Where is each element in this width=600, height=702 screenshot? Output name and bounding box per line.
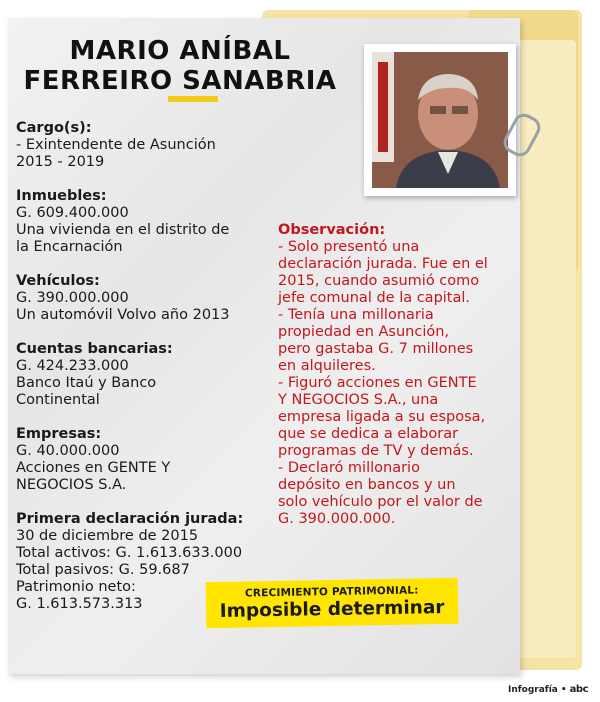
observation-block: [278, 222, 508, 528]
empresas-line: G. 40.000.000: [16, 443, 120, 459]
section-cargo: [16, 120, 272, 171]
observation-line: que se dedica a elaborar: [278, 426, 459, 442]
title-line-1: MARIO ANÍBAL: [69, 36, 291, 66]
infographic-credit: [508, 684, 588, 695]
primera-line: G. 1.613.573.313: [16, 596, 143, 612]
page-title: [10, 36, 350, 96]
observation-line: depósito en bancos y un: [278, 477, 456, 493]
cuentas-line: G. 424.233.000: [16, 358, 129, 374]
growth-heading: CRECIMIENTO PATRIMONIAL:: [244, 584, 419, 600]
title-underline: [168, 96, 218, 102]
observation-line: empresa ligada a su esposa,: [278, 409, 486, 425]
credit-separator: •: [560, 685, 567, 695]
credit-label: Infografía: [508, 685, 558, 695]
vehiculos-line: G. 390.000.000: [16, 290, 129, 306]
observation-line: solo vehículo por el valor de: [278, 494, 483, 510]
inmuebles-line: Una vivienda en el distrito de: [16, 222, 230, 238]
title-line-2: FERREIRO SANABRIA: [23, 66, 337, 96]
abc-logo: abc: [569, 684, 588, 695]
section-vehiculos: [16, 273, 272, 324]
cargo-label: Cargo(s):: [16, 120, 92, 136]
primera-line: Total pasivos: G. 59.687: [16, 562, 190, 578]
cargo-line: - Exintendente de Asunción: [16, 137, 216, 153]
observation-line: propiedad en Asunción,: [278, 324, 450, 340]
empresas-label: Empresas:: [16, 426, 102, 442]
portrait-frame: [364, 44, 516, 196]
observation-line: 2015, cuando asumió como: [278, 273, 480, 289]
vehiculos-line: Un automóvil Volvo año 2013: [16, 307, 230, 323]
growth-value: Imposible determinar: [219, 597, 445, 622]
observation-line: - Solo presentó una: [278, 239, 420, 255]
portrait-illustration: [372, 52, 508, 188]
observation-line: - Figuró acciones en GENTE: [278, 375, 477, 391]
primera-label: Primera declaración jurada:: [16, 511, 244, 527]
primera-line: Patrimonio neto:: [16, 579, 136, 595]
cargo-line: 2015 - 2019: [16, 154, 105, 170]
section-inmuebles: [16, 188, 272, 256]
section-cuentas: [16, 341, 272, 409]
observation-line: - Tenía una millonaria: [278, 307, 434, 323]
inmuebles-line: la Encarnación: [16, 239, 123, 255]
primera-line: 30 de diciembre de 2015: [16, 528, 199, 544]
empresas-line: NEGOCIOS S.A.: [16, 477, 127, 493]
observation-line: Y NEGOCIOS S.A., una: [278, 392, 439, 408]
observation-line: pero gastaba G. 7 millones: [278, 341, 474, 357]
cuentas-label: Cuentas bancarias:: [16, 341, 173, 357]
observation-line: - Declaró millonario: [278, 460, 420, 476]
observation-line: en alquileres.: [278, 358, 376, 374]
section-empresas: [16, 426, 272, 494]
vehiculos-label: Vehículos:: [16, 273, 100, 289]
inmuebles-line: G. 609.400.000: [16, 205, 129, 221]
inmuebles-label: Inmuebles:: [16, 188, 107, 204]
observation-label: Observación:: [278, 222, 386, 238]
observation-line: programas de TV y demás.: [278, 443, 474, 459]
growth-badge: [206, 578, 459, 628]
empresas-line: Acciones en GENTE Y: [16, 460, 171, 476]
declaration-details: [16, 120, 272, 613]
cuentas-line: Banco Itaú y Banco: [16, 375, 157, 391]
observation-line: G. 390.000.000.: [278, 511, 396, 527]
portrait-photo-icon: [372, 52, 508, 188]
primera-line: Total activos: G. 1.613.633.000: [16, 545, 243, 561]
observation-line: declaración jurada. Fue en el: [278, 256, 488, 272]
cuentas-line: Continental: [16, 392, 100, 408]
observation-line: jefe comunal de la capital.: [278, 290, 471, 306]
